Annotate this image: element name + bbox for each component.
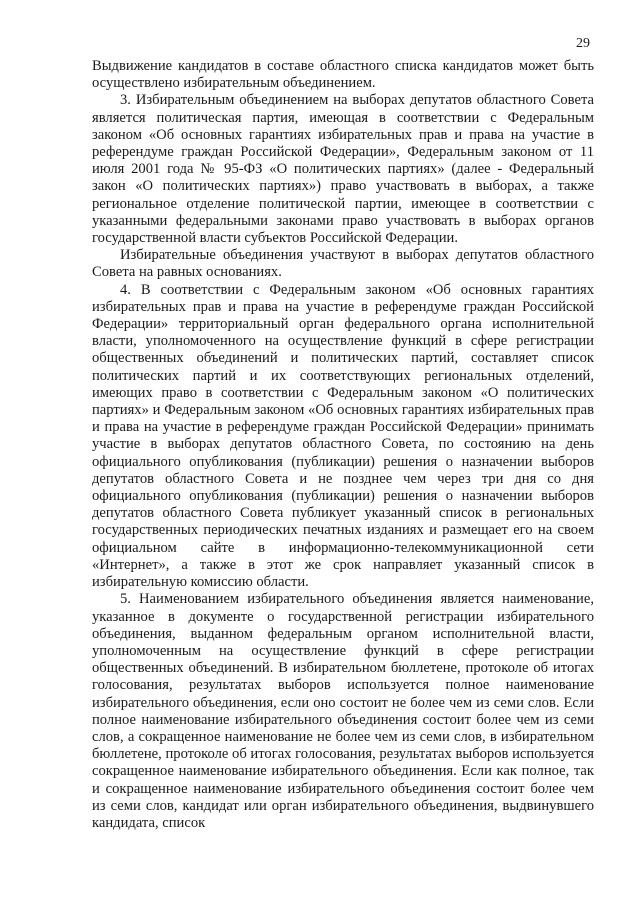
- paragraph-item-5: 5. Наименованием избирательного объединения является наименование, указанное в документе о государственной регистрации избирательного объединения, выданном федеральным органом исполнительной власти, уполномоченным на осуществление функций в сфере регистрации общественных объединений. В избирательном бюллетене, протоколе об итогах голосования, результатах выборов используется полное наименование избирательного объединения, если оно состоит не более чем из семи слов. Если полное наименование избирательного объединения состоит более чем из семи слов, а сокращенное наименование не более чем из семи слов, в избирательном бюллетене, протоколе об итогах голосования, результатах выборов используется сокращенное наименование избирательного объединения. Если как полное, так и сокращенное наименование избирательного объединения состоит более чем из семи слов, кандидат или орган избирательного объединения, выдвинувшего кандидата, список: [92, 591, 594, 831]
- paragraph-item-3: 3. Избирательным объединением на выборах депутатов областного Совета является политическая партия, имеющая в соответствии с Федеральным законом «Об основных гарантиях избирательных прав и права на участие в референдуме граждан Российской Федерации», Федеральным законом от 11 июля 2001 года № 95-ФЗ «О политических партиях» (далее - Федеральный закон «О политических партиях») право участвовать в выборах, а также региональное отделение политической партии, имеющее в соответствии с указанными федеральными законами право участвовать в выборах органов государственной власти субъектов Российской Федерации.: [92, 92, 594, 247]
- page-number: 29: [576, 36, 590, 51]
- paragraph-continuation: Выдвижение кандидатов в составе областного списка кандидатов может быть осуществлено избирательным объединением.: [92, 58, 594, 92]
- paragraph-equal-basis: Избирательные объединения участвуют в выборах депутатов областного Совета на равных основаниях.: [92, 247, 594, 281]
- paragraph-item-4: 4. В соответствии с Федеральным законом «Об основных гарантиях избирательных прав и права на участие в референдуме граждан Российской Федерации» территориальный орган федерального органа исполнительной власти, уполномоченного на осуществление функций в сфере регистрации общественных объединений и политических партий, составляет список политических партий и их соответствующих региональных отделений, имеющих право в соответствии с Федеральным законом «О политических партиях» и Федеральным законом «Об основных гарантиях избирательных прав и права на участие в референдуме граждан Российской Федерации» принимать участие в выборах депутатов областного Совета, по состоянию на день официального опубликования (публикации) решения о назначении выборов депутатов областного Совета и не позднее чем через три дня со дня официального опубликования (публикации) решения о назначении выборов депутатов областного Совета публикует указанный список в региональных государственных периодических печатных изданиях и размещает его на своем официальном сайте в информационно-телекоммуникационной сети «Интернет», а также в этот же срок направляет указанный список в избирательную комиссию области.: [92, 281, 594, 591]
- document-body: [92, 58, 594, 832]
